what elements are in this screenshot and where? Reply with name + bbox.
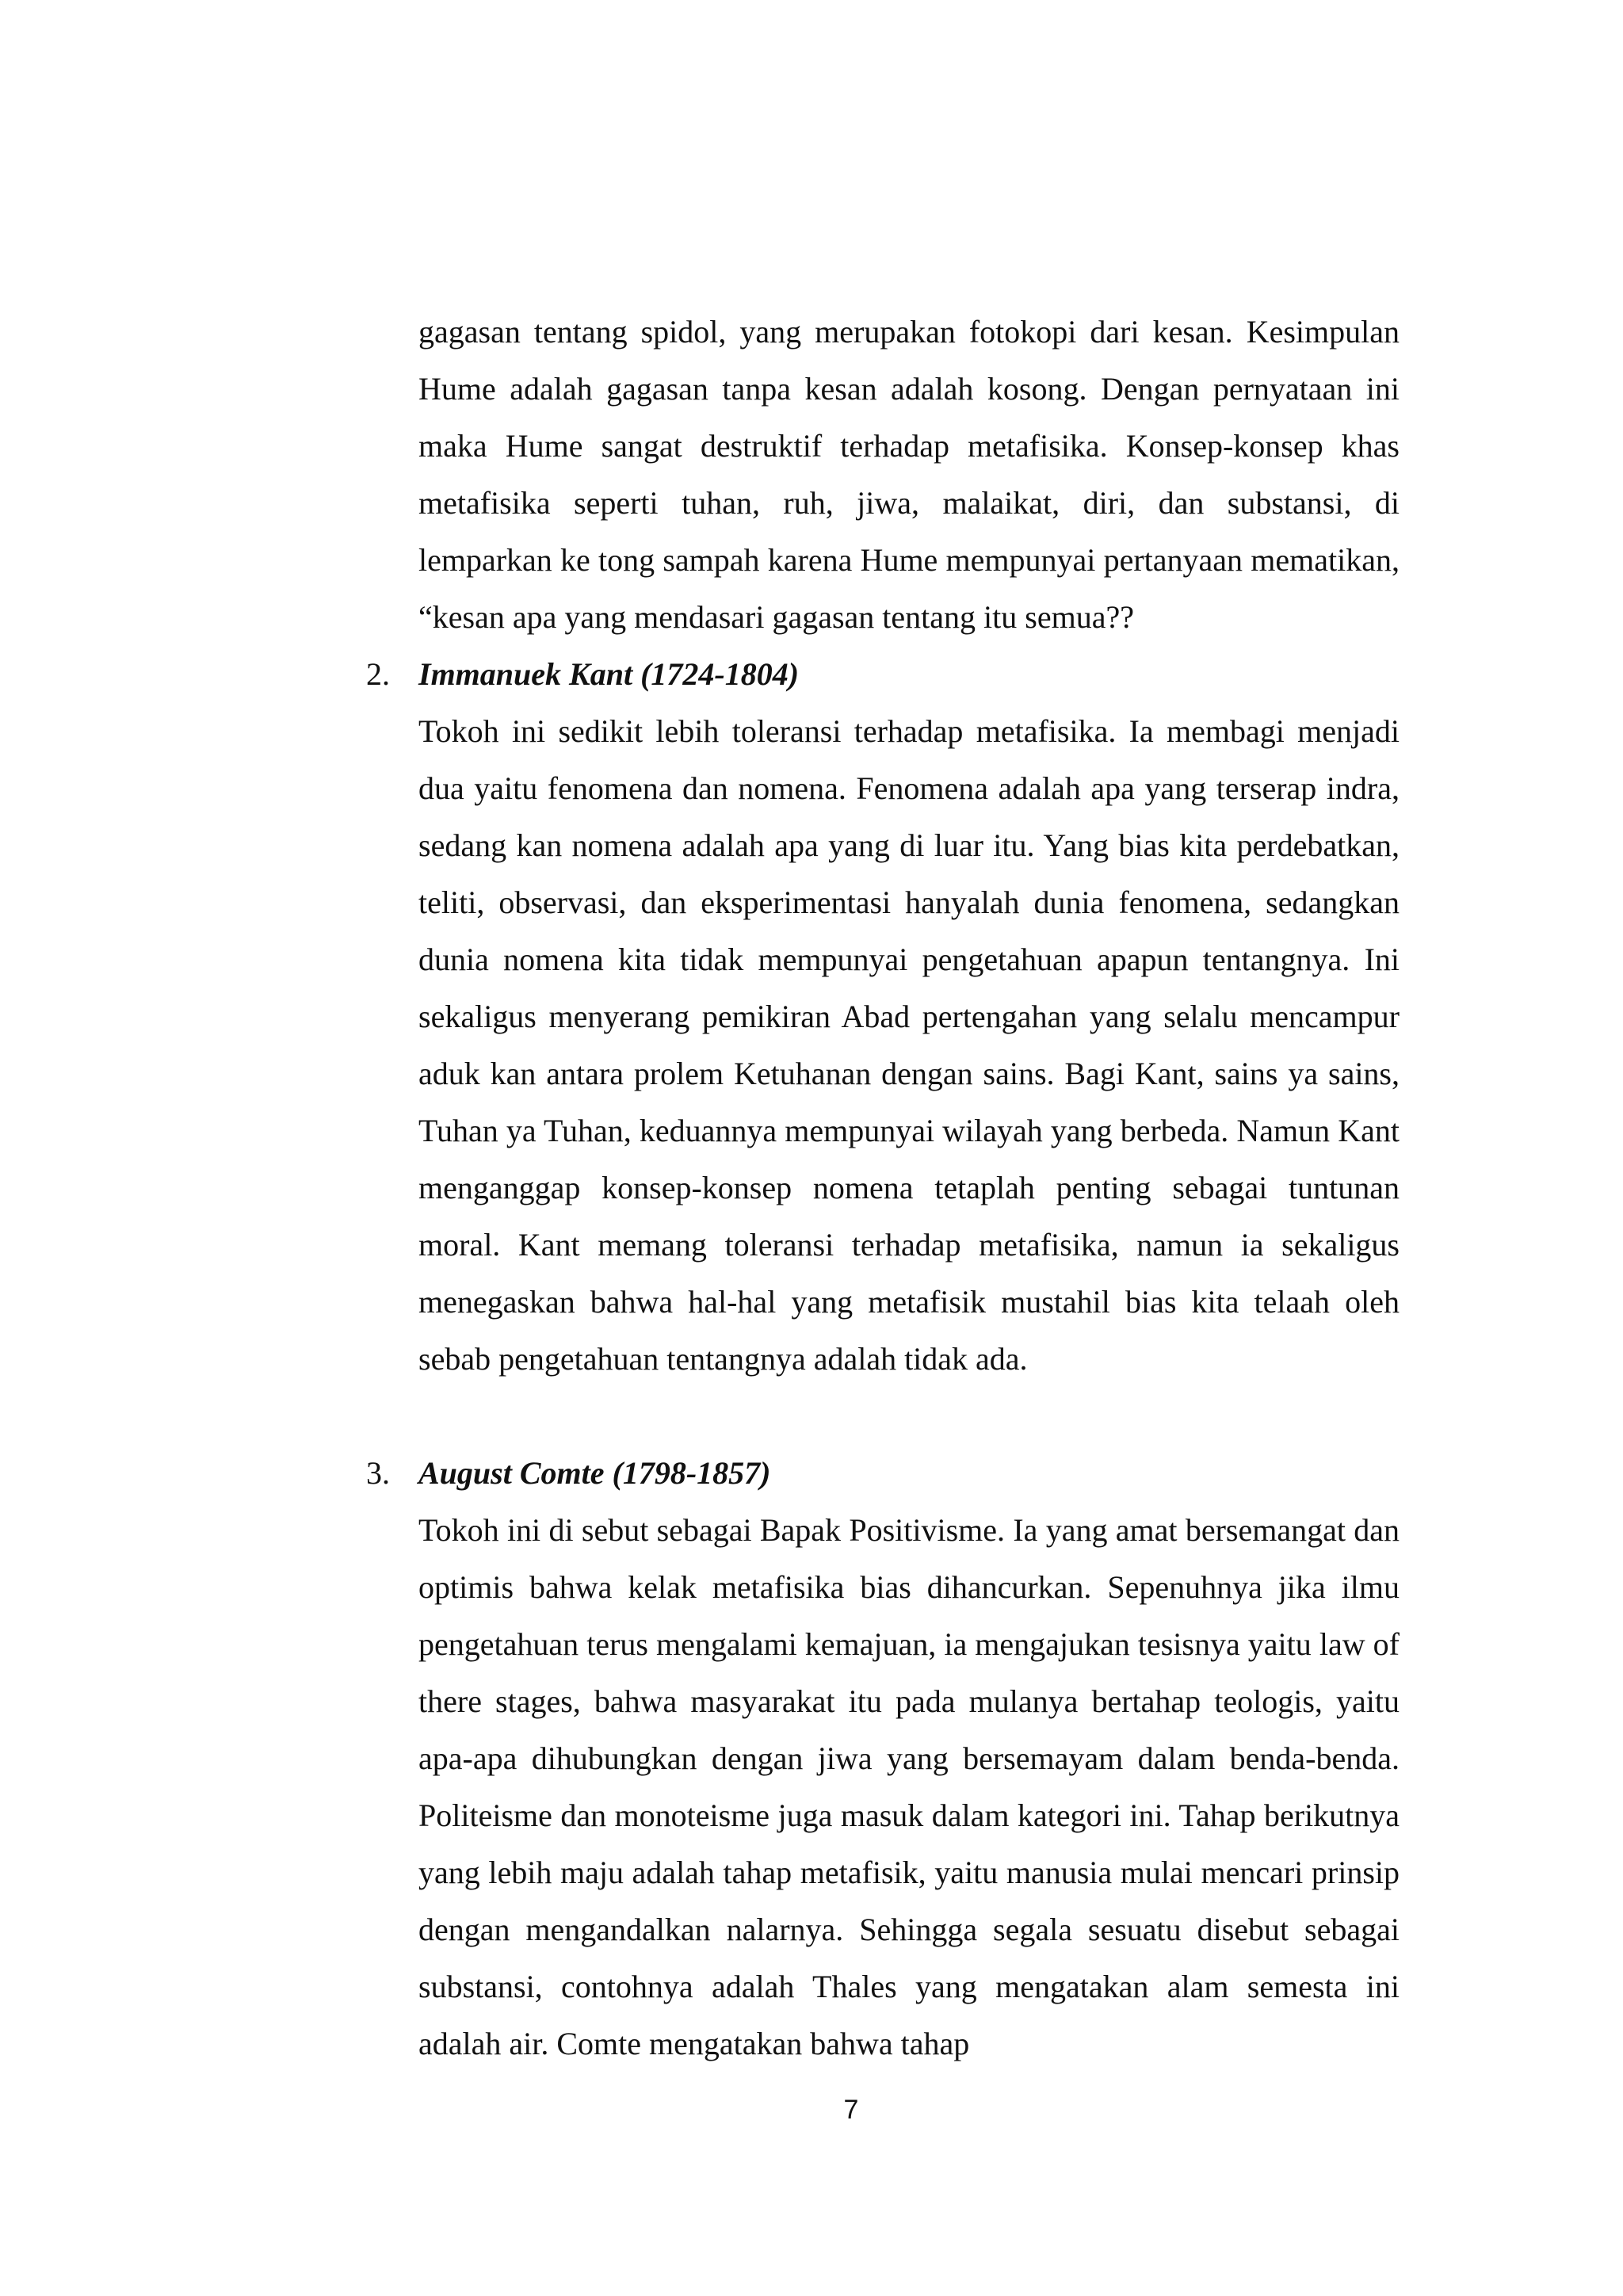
item-body-comte: Tokoh ini di sebut sebagai Bapak Positivisme. Ia yang amat bersemangat dan optimis bahwa kelak metafisika bias dihancurkan. Sepenuhnya jika ilmu pengetahuan terus mengalami kemajuan, ia mengajukan tesisnya yaitu law of there stages, bahwa masyarakat itu pada mulanya bertahap teologis, yaitu apa-apa dihubungkan dengan jiwa yang bersemayam dalam benda-benda. Politeisme dan monoteisme juga masuk dalam kategori ini. Tahap berikutnya yang lebih maju adalah tahap metafisik, yaitu manusia mulai mencari prinsip dengan mengandalkan nalarnya. Sehingga segala sesuatu disebut sebagai substansi, contohnya adalah Thales yang mengatakan alam semesta ini adalah air. Comte mengatakan bahwa tahap [418,1512,1400,2061]
item-title: Immanuek Kant (1724-1804) [418,656,800,692]
item-number: 2. [366,656,390,692]
item-number: 3. [366,1455,390,1491]
item-body-kant: Tokoh ini sedikit lebih toleransi terhadap metafisika. Ia membagi menjadi dua yaitu fenomena dan nomena. Fenomena adalah apa yang terserap indra, sedang kan nomena adalah apa yang di luar itu. Yang bias kita perdebatkan, teliti, observasi, dan eksperimentasi hanyalah dunia fenomena, sedangkan dunia nomena kita tidak mempunyai pengetahuan apapun tentangnya. Ini sekaligus menyerang pemikiran Abad pertengahan yang selalu mencampur aduk kan antara prolem Ketuhanan dengan sains. Bagi Kant, sains ya sains, Tuhan ya Tuhan, keduannya mempunyai wilayah yang berbeda. Namun Kant menganggap konsep-konsep nomena tetaplah penting sebagai tuntunan moral. Kant memang toleransi terhadap metafisika, namun ia sekaligus menegaskan bahwa hal-hal yang metafisik mustahil bias kita telaah oleh sebab pengetahuan tentangnya adalah tidak ada. [418,713,1400,1377]
item-title: August Comte (1798-1857) [418,1455,771,1491]
item-heading-kant [366,646,799,703]
page-number: 7 [843,2095,859,2125]
item-heading-comte [366,1445,770,1502]
intro-paragraph: gagasan tentang spidol, yang merupakan fotokopi dari kesan. Kesimpulan Hume adalah gagasan tanpa kesan adalah kosong. Dengan pernyataan ini maka Hume sangat destruktif terhadap metafisika. Konsep-konsep khas metafisika seperti tuhan, ruh, jiwa, malaikat, diri, dan substansi, di lemparkan ke tong sampah karena Hume mempunyai pertanyaan mematikan, “kesan apa yang mendasari gagasan tentang itu semua?? [418,314,1400,635]
